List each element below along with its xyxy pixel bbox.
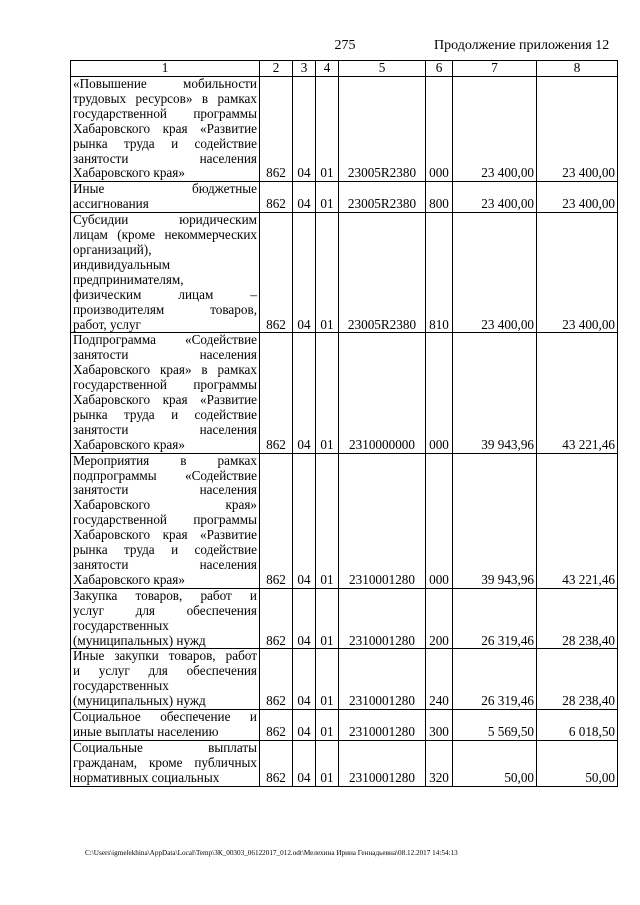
row-name-line: Подпрограмма «Содействие: [73, 332, 257, 348]
cell-pr: 01: [316, 213, 339, 333]
row-name-cell: [71, 453, 260, 588]
column-header-row: [71, 61, 618, 77]
cell-sum2: 23 400,00: [537, 77, 618, 182]
table-row: [71, 740, 618, 786]
row-name-line: государственных: [73, 617, 169, 633]
cell-vr: 300: [426, 710, 453, 741]
cell-vr: 320: [426, 740, 453, 786]
cell-grbs: 862: [260, 213, 293, 333]
row-name-line: занятости населения: [73, 557, 257, 572]
row-name-line: Мероприятия в рамках: [73, 453, 257, 468]
cell-rz: 04: [293, 213, 316, 333]
row-name-cell: [71, 649, 260, 710]
row-name-line: Хабаровского края «Развитие: [73, 120, 257, 136]
column-header: 2: [260, 61, 293, 77]
row-name-line: и услуг для обеспечения: [73, 663, 257, 679]
cell-grbs: 862: [260, 740, 293, 786]
row-name-line: Хабаровского края «Развитие: [73, 527, 257, 543]
row-name-line: Социальное обеспечение и: [73, 709, 257, 725]
row-name-line: Закупка товаров, работ и: [73, 588, 257, 603]
row-name-line: Хабаровского края»: [73, 436, 185, 452]
column-header: 8: [537, 61, 618, 77]
cell-pr: 01: [316, 333, 339, 453]
cell-pr: 01: [316, 649, 339, 710]
row-name-line: работ, услуг: [73, 316, 141, 332]
row-name-line: Хабаровского края» в рамках: [73, 362, 257, 378]
row-name-line: Субсидии юридическим: [73, 212, 257, 228]
cell-csr: 2310000000: [339, 333, 426, 453]
row-name-line: нормативных социальных: [73, 769, 220, 785]
table-row: [71, 588, 618, 649]
cell-pr: 01: [316, 182, 339, 213]
row-name-line: (муниципальных) нужд: [73, 632, 206, 648]
row-name-line: ассигнования: [73, 196, 149, 212]
cell-sum1: 39 943,96: [453, 333, 537, 453]
cell-rz: 04: [293, 649, 316, 710]
cell-grbs: 862: [260, 77, 293, 182]
cell-sum1: 23 400,00: [453, 182, 537, 213]
cell-sum2: 43 221,46: [537, 333, 618, 453]
cell-rz: 04: [293, 333, 316, 453]
cell-vr: 800: [426, 182, 453, 213]
cell-rz: 04: [293, 588, 316, 649]
cell-sum2: 28 238,40: [537, 588, 618, 649]
cell-grbs: 862: [260, 453, 293, 588]
row-name-line: занятости населения: [73, 482, 257, 498]
row-name-line: Хабаровского края»: [73, 497, 257, 513]
row-name-line: «Повышение мобильности: [73, 76, 257, 91]
row-name-line: Социальные выплаты: [73, 740, 257, 755]
cell-sum1: 39 943,96: [453, 453, 537, 588]
column-header: 1: [71, 61, 260, 77]
row-name-line: Иные бюджетные: [73, 181, 257, 197]
cell-vr: 000: [426, 77, 453, 182]
row-name-line: Хабаровского края»: [73, 165, 185, 181]
cell-sum1: 23 400,00: [453, 213, 537, 333]
row-name-cell: [71, 740, 260, 786]
cell-rz: 04: [293, 182, 316, 213]
row-name-line: занятости населения: [73, 421, 257, 437]
table-row: [71, 182, 618, 213]
row-name-line: рынка труда и содействие: [73, 406, 257, 422]
budget-table: [70, 60, 618, 787]
page-number: 275: [334, 38, 356, 53]
cell-sum2: 43 221,46: [537, 453, 618, 588]
row-name-cell: [71, 77, 260, 182]
cell-sum2: 28 238,40: [537, 649, 618, 710]
table-row: [71, 710, 618, 741]
row-name-cell: [71, 182, 260, 213]
table-row: [71, 77, 618, 182]
column-header: 6: [426, 61, 453, 77]
cell-sum2: 6 018,50: [537, 710, 618, 741]
cell-grbs: 862: [260, 649, 293, 710]
row-name-line: Хабаровского края»: [73, 571, 185, 587]
column-header: 7: [453, 61, 537, 77]
table-row: [71, 649, 618, 710]
cell-csr: 23005R2380: [339, 213, 426, 333]
cell-sum1: 26 319,46: [453, 649, 537, 710]
row-name-line: (муниципальных) нужд: [73, 693, 206, 709]
row-name-line: государственной программы: [73, 377, 257, 393]
column-header: 5: [339, 61, 426, 77]
row-name-line: организаций),: [73, 241, 152, 257]
cell-vr: 810: [426, 213, 453, 333]
cell-csr: 23005R2380: [339, 77, 426, 182]
table-row: [71, 453, 618, 588]
row-name-line: занятости населения: [73, 347, 257, 363]
row-name-line: индивидуальным: [73, 256, 171, 272]
cell-pr: 01: [316, 588, 339, 649]
row-name-line: занятости населения: [73, 150, 257, 166]
table-row: [71, 213, 618, 333]
continuation-label: Продолжение приложения 12: [434, 38, 610, 53]
row-name-line: государственной программы: [73, 512, 257, 528]
cell-csr: 2310001280: [339, 588, 426, 649]
cell-grbs: 862: [260, 182, 293, 213]
row-name-line: физическим лицам –: [73, 286, 257, 302]
row-name-line: государственной программы: [73, 105, 257, 121]
cell-rz: 04: [293, 77, 316, 182]
cell-vr: 200: [426, 588, 453, 649]
row-name-line: производителям товаров,: [73, 301, 257, 317]
cell-pr: 01: [316, 77, 339, 182]
cell-csr: 2310001280: [339, 740, 426, 786]
row-name-line: рынка труда и содействие: [73, 542, 257, 558]
row-name-line: рынка труда и содействие: [73, 135, 257, 151]
cell-pr: 01: [316, 740, 339, 786]
cell-sum1: 26 319,46: [453, 588, 537, 649]
cell-pr: 01: [316, 710, 339, 741]
cell-sum2: 23 400,00: [537, 213, 618, 333]
cell-sum1: 5 569,50: [453, 710, 537, 741]
row-name-line: лицам (кроме некоммерческих: [73, 227, 257, 243]
cell-vr: 000: [426, 333, 453, 453]
row-name-line: государственных: [73, 678, 169, 694]
cell-csr: 23005R2380: [339, 182, 426, 213]
cell-csr: 2310001280: [339, 710, 426, 741]
cell-rz: 04: [293, 710, 316, 741]
cell-sum2: 23 400,00: [537, 182, 618, 213]
cell-csr: 2310001280: [339, 453, 426, 588]
column-header: 4: [316, 61, 339, 77]
footer-file-path: C:\Users\igmelekhina\AppData\Local\Temp\ЗК_00303_06122017_012.odt\Мелехина Ирина Геннадьевна\08.12.2017 14:54:13: [85, 849, 458, 857]
cell-grbs: 862: [260, 588, 293, 649]
cell-sum1: 23 400,00: [453, 77, 537, 182]
row-name-cell: [71, 710, 260, 741]
row-name-line: гражданам, кроме публичных: [73, 754, 257, 770]
row-name-line: услуг для обеспечения: [73, 602, 257, 618]
cell-vr: 000: [426, 453, 453, 588]
row-name-line: подпрограммы «Содействие: [73, 467, 257, 483]
cell-rz: 04: [293, 740, 316, 786]
table-row: [71, 333, 618, 453]
row-name-line: предпринимателям,: [73, 271, 184, 287]
cell-sum2: 50,00: [537, 740, 618, 786]
cell-rz: 04: [293, 453, 316, 588]
cell-grbs: 862: [260, 333, 293, 453]
row-name-cell: [71, 333, 260, 453]
row-name-line: трудовых ресурсов» в рамках: [73, 90, 257, 106]
row-name-line: Иные закупки товаров, работ: [73, 648, 257, 664]
row-name-line: Хабаровского края «Развитие: [73, 392, 257, 408]
column-header: 3: [293, 61, 316, 77]
row-name-line: иные выплаты населению: [73, 723, 219, 739]
cell-vr: 240: [426, 649, 453, 710]
table-body: [71, 77, 618, 787]
cell-pr: 01: [316, 453, 339, 588]
row-name-cell: [71, 213, 260, 333]
cell-sum1: 50,00: [453, 740, 537, 786]
row-name-cell: [71, 588, 260, 649]
cell-csr: 2310001280: [339, 649, 426, 710]
cell-grbs: 862: [260, 710, 293, 741]
